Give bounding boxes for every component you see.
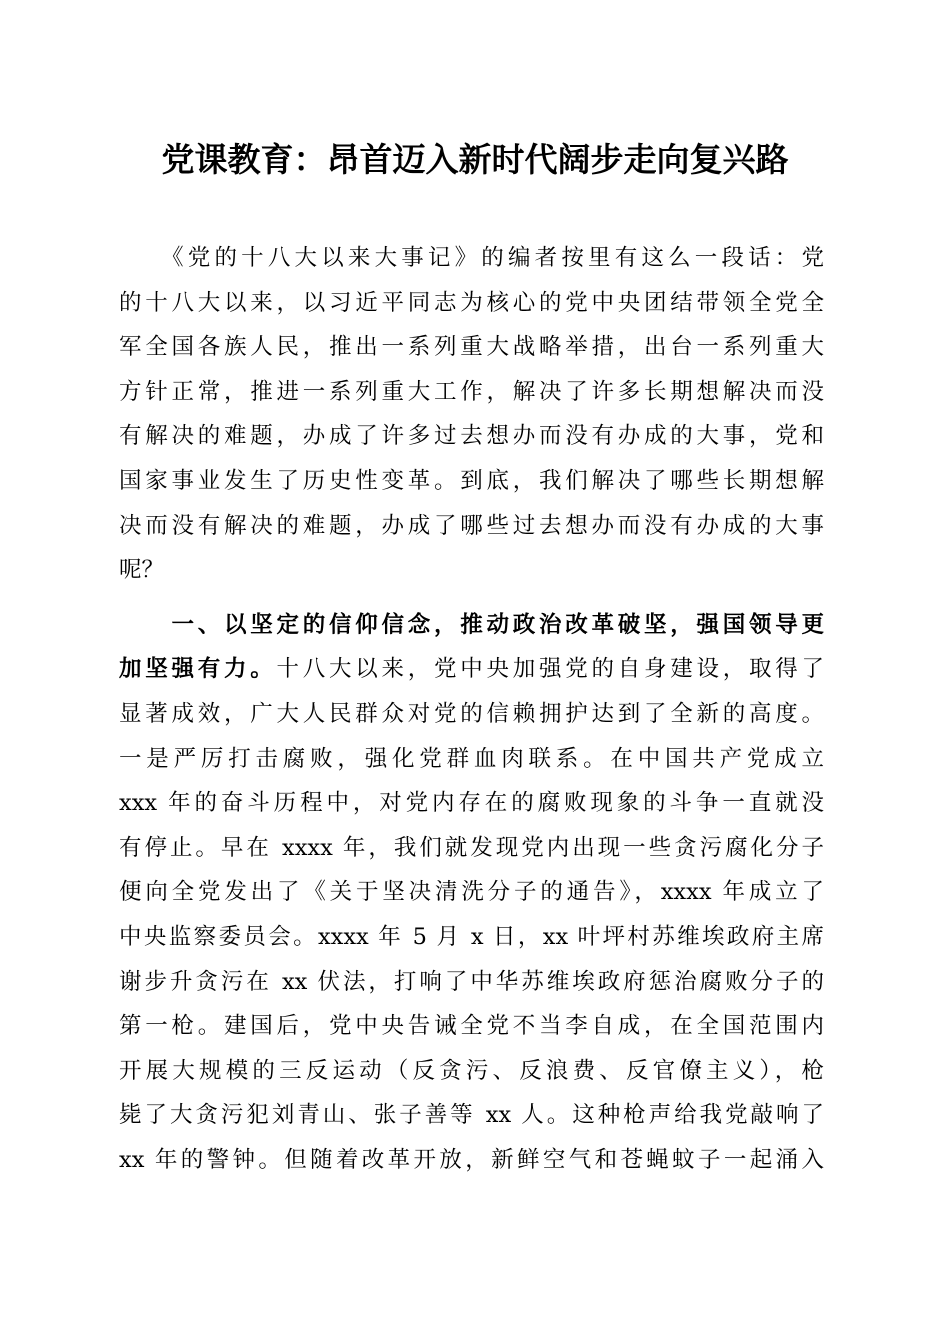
section-text: 十八大以来，党中央加强党的自身建设，取得了 (276, 656, 824, 683)
paragraph-gap (119, 593, 824, 603)
text-line: 方针正常，推进一系列重大工作，解决了许多长期想解决而没 (119, 378, 824, 405)
text-line: 显著成效，广大人民群众对党的信赖拥护达到了全新的高度。 (119, 700, 824, 727)
text-line: 呢？ (119, 557, 165, 584)
text-line: 的十八大以来，以习近平同志为核心的党中央团结带领全党全 (119, 289, 824, 316)
text-line: 第一枪。建国后，党中央告诫全党不当李自成，在全国范围内 (119, 1013, 824, 1040)
text-line: 有解决的难题，办成了许多过去想办而没有办成的大事，党和 (119, 423, 824, 450)
document-body (119, 236, 824, 1182)
text-line: 毙了大贪污犯刘青山、张子善等 xx 人。这种枪声给我党敲响了 (119, 1102, 824, 1129)
text-line: 便向全党发出了《关于坚决清洗分子的通告》，xxxx 年成立了 (119, 879, 824, 906)
section-heading-tail: 加坚强有力。 (119, 656, 277, 683)
text-line: 决而没有解决的难题，办成了哪些过去想办而没有办成的大事 (119, 512, 824, 539)
text-line: 《党的十八大以来大事记》的编者按里有这么一段话：党 (119, 245, 824, 271)
document-title: 党课教育：昂首迈入新时代阔步走向复兴路 (161, 140, 789, 179)
text-line: 国家事业发生了历史性变革。到底，我们解决了哪些长期想解 (119, 467, 824, 494)
text-line: 军全国各族人民，推出一系列重大战略举措，出台一系列重大 (119, 334, 824, 361)
paragraph-section-one (119, 603, 824, 1183)
section-heading-line: 一、以坚定的信仰信念，推动政治改革破坚，强国领导更 (119, 611, 824, 638)
text-line: 中央监察委员会。xxxx 年 5 月 x 日，xx 叶坪村苏维埃政府主席 (119, 923, 824, 950)
text-line: 谢步升贪污在 xx 伏法，打响了中华苏维埃政府惩治腐败分子的 (119, 968, 824, 995)
text-line (119, 647, 824, 692)
paragraph-intro (119, 236, 824, 593)
text-line: 有停止。早在 xxxx 年，我们就发现党内出现一些贪污腐化分子 (119, 834, 824, 861)
text-line: 开展大规模的三反运动（反贪污、反浪费、反官僚主义），枪 (119, 1057, 824, 1084)
text-line: 一是严厉打击腐败，强化党群血肉联系。在中国共产党成立 (119, 745, 824, 772)
text-line: xx 年的警钟。但随着改革开放，新鲜空气和苍蝇蚊子一起涌入 (119, 1146, 824, 1173)
text-line: xxx 年的奋斗历程中，对党内存在的腐败现象的斗争一直就没 (119, 790, 824, 817)
